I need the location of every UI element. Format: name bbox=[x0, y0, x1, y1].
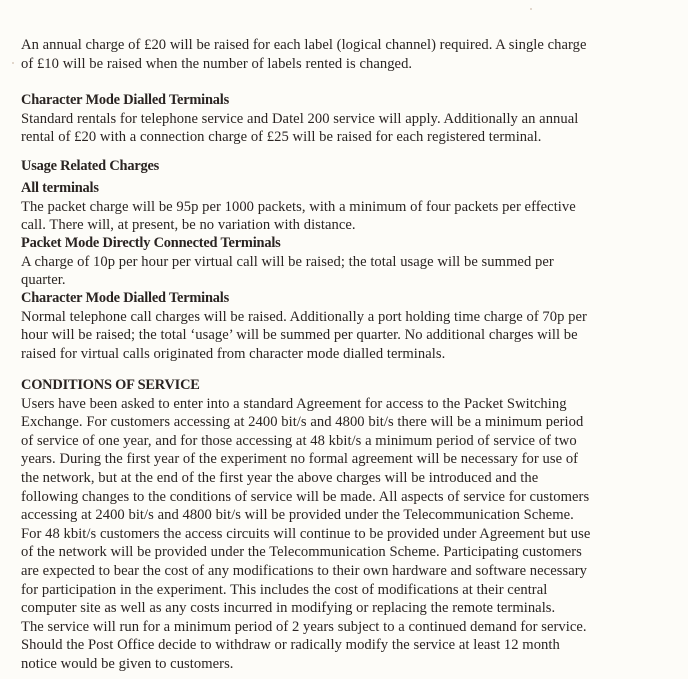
subsection-heading: Packet Mode Directly Connected Terminals bbox=[21, 235, 281, 251]
paper-speck bbox=[12, 62, 14, 64]
text-line: of the network will be provided under the Telecommunication Scheme. Participating customers bbox=[21, 544, 582, 561]
text-line: Normal telephone call charges will be raised. Additionally a port holding time charge of 70p per bbox=[21, 308, 587, 325]
text-line: of £10 will be raised when the number of labels rented is changed. bbox=[21, 55, 413, 72]
usage-charges-section bbox=[21, 157, 683, 176]
text-line: Standard rentals for telephone service and Datel 200 service will apply. Additionally an annual bbox=[21, 110, 579, 127]
text-line: For 48 kbit/s customers the access circuits will continue to be provided under Agreement but use bbox=[21, 525, 591, 542]
section-heading: Character Mode Dialled Terminals bbox=[21, 92, 229, 108]
all-terminals-section bbox=[21, 179, 683, 235]
text-line: Users have been asked to enter into a standard Agreement for access to the Packet Switching bbox=[21, 395, 567, 412]
text-line: The service will run for a minimum period of 2 years subject to a continued demand for service. bbox=[21, 618, 587, 635]
text-line: rental of £20 with a connection charge of £25 will be raised for each registered terminal. bbox=[21, 129, 542, 146]
text-line: accessing at 2400 bit/s and 4800 bit/s will be provided under the Telecommunication Scheme. bbox=[21, 507, 574, 524]
text-line: the network, but at the end of the first year the above charges will be introduced and the bbox=[21, 469, 539, 486]
subsection-heading: All terminals bbox=[21, 180, 99, 196]
label-charge-paragraph bbox=[21, 36, 683, 73]
text-line: Exchange. For customers accessing at 2400 bit/s and 4800 bit/s there will be a minimum period bbox=[21, 414, 584, 431]
paper-speck bbox=[530, 8, 532, 10]
text-line: years. During the first year of the experiment no formal agreement will be necessary for use of bbox=[21, 451, 579, 468]
text-line: of service of one year, and for those accessing at 48 kbit/s a minimum period of service of two bbox=[21, 432, 577, 449]
packet-mode-section bbox=[21, 234, 683, 290]
text-line: raised for virtual calls originated from character mode dialled terminals. bbox=[21, 345, 446, 362]
text-line: quarter. bbox=[21, 272, 66, 289]
text-line: A charge of 10p per hour per virtual call will be raised; the total usage will be summed per bbox=[21, 253, 554, 270]
text-line: The packet charge will be 95p per 1000 packets, with a minimum of four packets per effective bbox=[21, 198, 576, 215]
text-line: An annual charge of £20 will be raised for each label (logical channel) required. A single charge bbox=[21, 37, 587, 53]
text-line: hour will be raised; the total ‘usage’ will be summed per quarter. No additional charges will be bbox=[21, 327, 578, 344]
text-line: Should the Post Office decide to withdraw or radically modify the service at least 12 month bbox=[21, 637, 560, 654]
text-line: following changes to the conditions of service will be made. All aspects of service for customers bbox=[21, 488, 590, 505]
subsection-heading: Character Mode Dialled Terminals bbox=[21, 290, 229, 306]
text-line: computer site as well as any costs incurred in modifying or replacing the remote terminals. bbox=[21, 600, 556, 617]
conditions-of-service-section bbox=[21, 376, 683, 674]
rental-character-mode-section bbox=[21, 91, 683, 147]
section-heading: CONDITIONS OF SERVICE bbox=[21, 377, 200, 393]
text-line: are expected to bear the cost of any modifications to their own hardware and software necessary bbox=[21, 562, 587, 579]
text-line: for participation in the experiment. This includes the cost of modifications at their central bbox=[21, 581, 548, 598]
usage-character-mode-section bbox=[21, 289, 683, 363]
text-line: call. There will, at present, be no variation with distance. bbox=[21, 217, 356, 234]
section-heading: Usage Related Charges bbox=[21, 158, 160, 174]
text-line: notice would be given to customers. bbox=[21, 655, 234, 672]
